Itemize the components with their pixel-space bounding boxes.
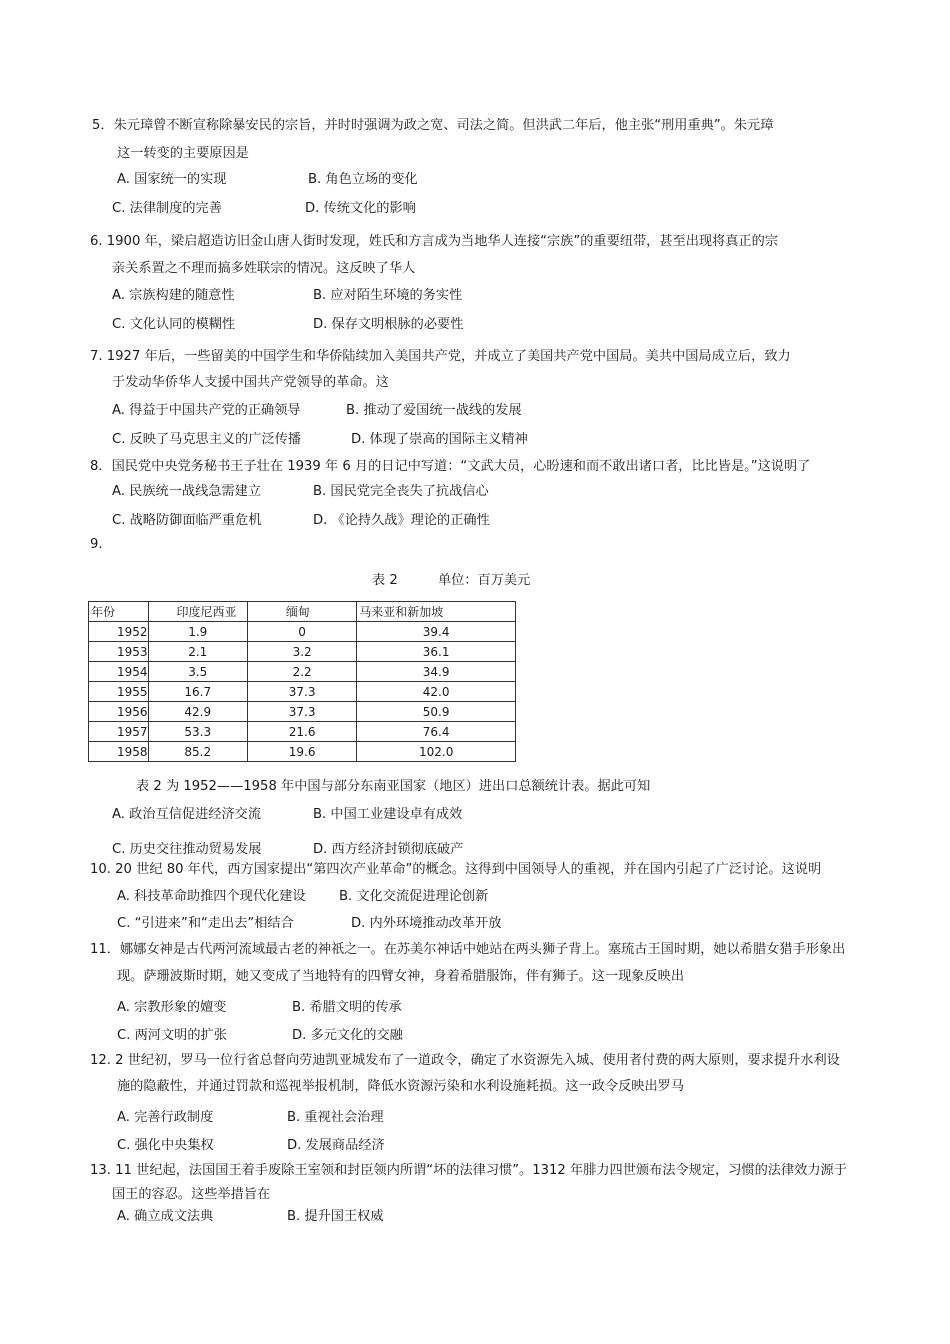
table-cell: 3.2 [247, 642, 356, 662]
table-header-cell: 马来亚和新加坡 [357, 602, 516, 622]
table-cell: 1.9 [148, 622, 247, 642]
q7-option-b[interactable]: B. 推动了爱国统一战线的发展 [346, 403, 522, 418]
q5-option-a[interactable]: A. 国家统一的实现 [117, 172, 227, 187]
table-header-row [89, 602, 516, 622]
table-row [89, 722, 516, 742]
q8-option-c[interactable]: C. 战略防御面临严重危机 [112, 513, 262, 528]
q6-stem-line2: 亲关系置之不理而搞多姓联宗的情况。这反映了华人 [112, 261, 416, 276]
table-title: 表 2 [372, 573, 398, 588]
q7-stem-line1: 7. 1927 年后，一些留美的中国学生和华侨陆续加入美国共产党，并成立了美国共产党中国局。美共中国局成立后，致力 [90, 349, 791, 364]
q11-option-a[interactable]: A. 宗教形象的嬗变 [117, 1000, 227, 1015]
q7-stem-line2: 于发动华侨华人支援中国共产党领导的革命。这 [112, 375, 389, 390]
q12-stem-line2: 施的隐蔽性，并通过罚款和巡视举报机制，降低水资源污染和水利设施耗损。这一政令反映出罗马 [117, 1079, 685, 1094]
table-cell: 19.6 [247, 742, 356, 762]
table-cell: 1956 [89, 702, 149, 722]
q9-option-a[interactable]: A. 政治互信促进经济交流 [112, 807, 262, 822]
q11-option-c[interactable]: C. 两河文明的扩张 [117, 1028, 227, 1043]
q6-option-c[interactable]: C. 文化认同的模糊性 [112, 317, 236, 332]
q10-stem-line1: 10. 20 世纪 80 年代，西方国家提出“第四次产业革命”的概念。这得到中国领导人的重视，并在国内引起了广泛讨论。这说明 [90, 862, 822, 877]
table-cell: 1953 [89, 642, 149, 662]
table-cell: 1955 [89, 682, 149, 702]
table-cell: 76.4 [357, 722, 516, 742]
table-cell: 37.3 [247, 702, 356, 722]
q10-option-a[interactable]: A. 科技革命助推四个现代化建设 [117, 889, 306, 904]
q6-stem-line1: 6. 1900 年，梁启超造访旧金山唐人街时发现，姓氏和方言成为当地华人连接“宗族”的重要纽带，甚至出现将真正的宗 [90, 234, 778, 249]
q11-stem-line1: 11．娜娜女神是古代两河流域最古老的神祇之一。在苏美尔神话中她站在两头狮子背上。塞琉古王国时期，她以希腊女猎手形象出 [90, 942, 846, 957]
q6-option-a[interactable]: A. 宗族构建的随意性 [112, 288, 235, 303]
q11-stem-line2: 现。萨珊波斯时期，她又变成了当地特有的四臂女神，身着希腊服饰，伴有狮子。这一现象反映出 [117, 969, 685, 984]
table-row [89, 702, 516, 722]
q5-option-c[interactable]: C. 法律制度的完善 [112, 201, 222, 216]
q8-option-d[interactable]: D. 《论持久战》理论的正确性 [313, 513, 490, 528]
q10-option-c[interactable]: C. “引进来”和“走出去”相结合 [117, 916, 294, 931]
table-row [89, 742, 516, 762]
q6-option-d[interactable]: D. 保存文明根脉的必要性 [313, 317, 464, 332]
q5-stem-line2: 这一转变的主要原因是 [117, 146, 249, 161]
table-header-cell: 年份 [89, 602, 149, 622]
table-header-cell: 缅甸 [247, 602, 356, 622]
table-cell: 50.9 [357, 702, 516, 722]
table-cell: 21.6 [247, 722, 356, 742]
q8-option-a[interactable]: A. 民族统一战线急需建立 [112, 484, 262, 499]
table-unit: 单位：百万美元 [438, 573, 531, 588]
table-cell: 0 [247, 622, 356, 642]
q12-option-d[interactable]: D. 发展商品经济 [287, 1138, 385, 1153]
table-cell: 2.2 [247, 662, 356, 682]
table-cell: 102.0 [357, 742, 516, 762]
q11-option-b[interactable]: B. 希腊文明的传承 [292, 1000, 402, 1015]
q5-option-b[interactable]: B. 角色立场的变化 [308, 172, 418, 187]
table-row [89, 642, 516, 662]
q13-option-a[interactable]: A. 确立成文法典 [117, 1209, 214, 1224]
table-cell: 2.1 [148, 642, 247, 662]
q7-option-d[interactable]: D. 体现了崇高的国际主义精神 [351, 432, 528, 447]
q9-stem: 表 2 为 1952——1958 年中国与部分东南亚国家（地区）进出口总额统计表。据此可知 [136, 779, 651, 794]
table-cell: 1957 [89, 722, 149, 742]
q10-option-d[interactable]: D. 内外环境推动改革开放 [351, 916, 502, 931]
table-cell: 3.5 [148, 662, 247, 682]
table-row [89, 682, 516, 702]
q9-option-d[interactable]: D. 西方经济封锁彻底破产 [313, 842, 464, 857]
q9-option-b[interactable]: B. 中国工业建设卓有成效 [313, 807, 463, 822]
q13-stem-line1: 13. 11 世纪起，法国国王着手废除王室领和封臣领内所谓“坏的法律习惯”。1312 年腓力四世颁布法令规定，习惯的法律效力源于 [90, 1163, 847, 1178]
q9-option-c[interactable]: C. 历史交往推动贸易发展 [112, 842, 262, 857]
q7-option-a[interactable]: A. 得益于中国共产党的正确领导 [112, 403, 301, 418]
trade-table [88, 601, 516, 762]
table-cell: 42.0 [357, 682, 516, 702]
q6-option-b[interactable]: B. 应对陌生环境的务实性 [313, 288, 463, 303]
q9-number: 9. [90, 537, 103, 552]
q5-stem-line1: 5．朱元璋曾不断宣称除暴安民的宗旨，并时时强调为政之宽、司法之简。但洪武二年后，他主张“刑用重典”。朱元璋 [92, 118, 774, 133]
table-row [89, 622, 516, 642]
table-cell: 1958 [89, 742, 149, 762]
q8-option-b[interactable]: B. 国民党完全丧失了抗战信心 [313, 484, 489, 499]
q12-option-c[interactable]: C. 强化中央集权 [117, 1138, 214, 1153]
q13-option-b[interactable]: B. 提升国王权威 [287, 1209, 384, 1224]
table-cell: 39.4 [357, 622, 516, 642]
q10-option-b[interactable]: B. 文化交流促进理论创新 [339, 889, 489, 904]
q12-stem-line1: 12. 2 世纪初，罗马一位行省总督向劳迪凯亚城发布了一道政令，确定了水资源先入城、使用者付费的两大原则，要求提升水利设 [90, 1053, 840, 1068]
q7-option-c[interactable]: C. 反映了马克思主义的广泛传播 [112, 432, 302, 447]
q13-stem-line2: 国王的容忍。这些举措旨在 [112, 1187, 271, 1202]
table-cell: 53.3 [148, 722, 247, 742]
q12-option-b[interactable]: B. 重视社会治理 [287, 1110, 384, 1125]
q5-option-d[interactable]: D. 传统文化的影响 [305, 201, 416, 216]
q11-option-d[interactable]: D. 多元文化的交融 [292, 1028, 403, 1043]
q12-option-a[interactable]: A. 完善行政制度 [117, 1110, 214, 1125]
table-row [89, 662, 516, 682]
table-cell: 1952 [89, 622, 149, 642]
table-cell: 34.9 [357, 662, 516, 682]
q8-stem-line1: 8．国民党中央党务秘书王子壮在 1939 年 6 月的日记中写道：“文武大员，心盼速和而不敢出诸口者，比比皆是。”这说明了 [90, 459, 811, 474]
table-header-cell: 印度尼西亚 [148, 602, 247, 622]
table-cell: 36.1 [357, 642, 516, 662]
table-cell: 1954 [89, 662, 149, 682]
table-cell: 85.2 [148, 742, 247, 762]
table-cell: 37.3 [247, 682, 356, 702]
table-cell: 16.7 [148, 682, 247, 702]
table-cell: 42.9 [148, 702, 247, 722]
